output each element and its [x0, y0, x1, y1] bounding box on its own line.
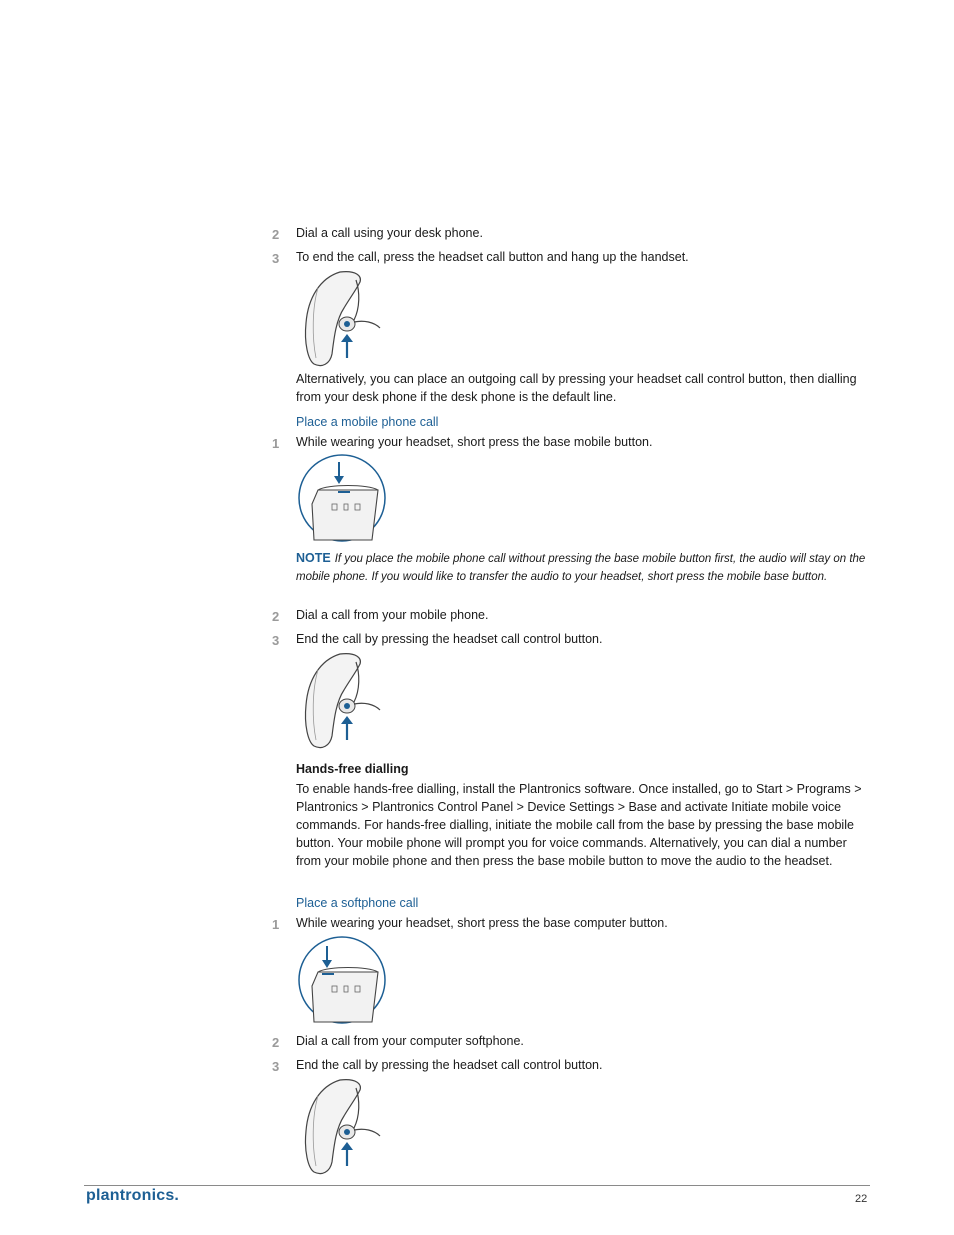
step-text: While wearing your headset, short press the base mobile button. — [296, 435, 653, 449]
subsection-heading: Hands-free dialling — [296, 762, 409, 776]
section-heading: Place a softphone call — [296, 896, 419, 910]
page-number: 22 — [855, 1193, 868, 1205]
step-text: Dial a call using your desk phone. — [296, 226, 483, 240]
step-text: Dial a call from your mobile phone. — [296, 608, 489, 622]
paragraph: To enable hands-free dialling, install the Plantronics software. Once installed, go to Start > Programs > Plantronics > Plantronics Control Panel > Device Settings > Base and activate Initiate mobile voice commands. For hands-free dialling, initiate the mobile call from the base by pressing the base mobile button. Your mobile phone will prompt you for voice commands. Alternatively, you can dial a number from your mobile phone and then press the base mobile button to move the audio to the headset. — [296, 782, 862, 868]
headset-illustration — [300, 1076, 390, 1176]
step-number: 2 — [272, 227, 280, 242]
headset-illustration — [300, 650, 390, 750]
step-number: 1 — [272, 436, 280, 451]
step-number: 2 — [272, 1035, 280, 1050]
base-mobile-button-illustration — [298, 454, 388, 544]
section-heading: Place a mobile phone call — [296, 415, 439, 429]
note-text: If you place the mobile phone call without pressing the base mobile button first, the audio will stay on the mobile phone. If you would like to transfer the audio to your headset, short press the mobile base button. — [296, 553, 866, 583]
step-text: Dial a call from your computer softphone. — [296, 1034, 524, 1048]
paragraph: Alternatively, you can place an outgoing call by pressing your headset call control button, then dialling from your desk phone if the desk phone is the default line. — [296, 372, 857, 404]
step-number: 3 — [272, 1059, 280, 1074]
step-text: End the call by pressing the headset call control button. — [296, 632, 603, 646]
step-number: 2 — [272, 609, 280, 624]
step-number: 3 — [272, 251, 280, 266]
step-number: 3 — [272, 633, 280, 648]
step-text: End the call by pressing the headset call control button. — [296, 1058, 603, 1072]
plantronics-logo: plantronics. — [86, 1187, 180, 1204]
step-text: While wearing your headset, short press the base computer button. — [296, 916, 668, 930]
note — [296, 549, 871, 586]
headset-illustration — [300, 268, 390, 368]
step-text: To end the call, press the headset call button and hang up the handset. — [296, 250, 689, 264]
note-label: NOTE — [296, 551, 331, 565]
base-computer-button-illustration — [298, 936, 388, 1026]
step-number: 1 — [272, 917, 280, 932]
footer-divider — [84, 1185, 870, 1186]
